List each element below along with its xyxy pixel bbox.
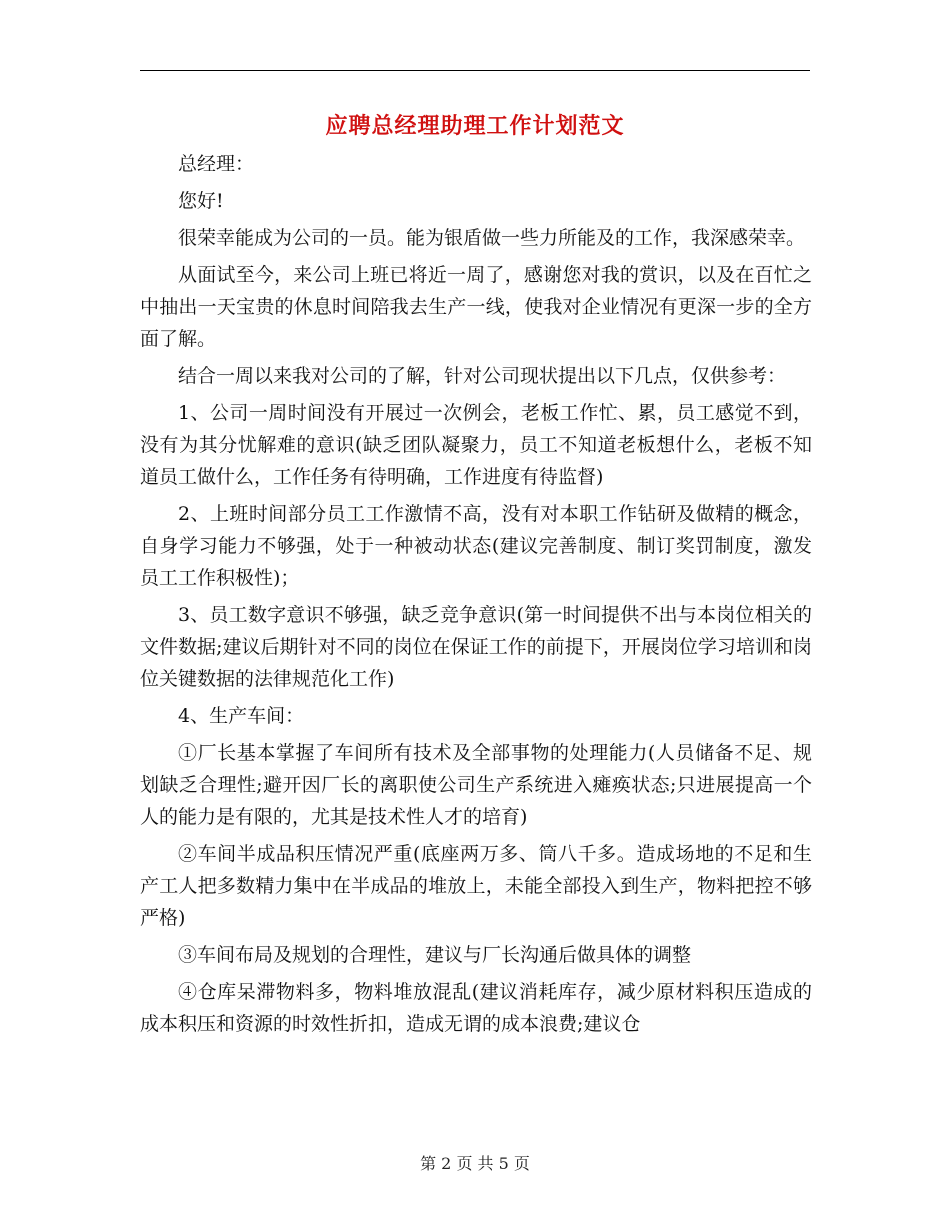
point-4-heading: 4、生产车间： xyxy=(178,705,305,727)
sub-point-1: ①厂长基本掌握了车间所有技术及全部事物的处理能力(人员储备不足、规划缺乏合理性;避开因厂长的离职使公司生产系统进入瘫痪状态;只进展提高一个人的能力是有限的，尤其是技术性人才的培育) xyxy=(140,742,812,828)
point-3: 3、员工数字意识不够强，缺乏竞争意识(第一时间提供不出与本岗位相关的文件数据;建议后期针对不同的岗位在保证工作的前提下，开展岗位学习培训和岗位关键数据的法律规范化工作) xyxy=(140,604,812,690)
point-1: 1、公司一周时间没有开展过一次例会，老板工作忙、累，员工感觉不到，没有为其分忧解难的意识(缺乏团队凝聚力，员工不知道老板想什么，老板不知道员工做什么，工作任务有待明确，工作进度有待监督) xyxy=(140,402,812,488)
sub-point-3: ③车间布局及规划的合理性，建议与厂长沟通后做具体的调整 xyxy=(178,944,692,966)
greeting: 您好! xyxy=(178,190,224,212)
salutation: 总经理： xyxy=(178,153,255,175)
sub-point-2: ②车间半成品积压情况严重(底座两万多、筒八千多。造成场地的不足和生产工人把多数精力集中在半成品的堆放上，未能全部投入到生产，物料把控不够严格) xyxy=(140,843,812,929)
paragraph-thanks: 从面试至今，来公司上班已将近一周了，感谢您对我的赏识，以及在百忙之中抽出一天宝贵的休息时间陪我去生产一线，使我对企业情况有更深一步的全方面了解。 xyxy=(140,264,812,350)
header-rule xyxy=(140,70,810,71)
page-number: 第 2 页 共 5 页 xyxy=(420,1154,530,1173)
sub-point-4: ④仓库呆滞物料多，物料堆放混乱(建议消耗库存，减少原材料积压造成的成本积压和资源的时效性折扣，造成无谓的成本浪费;建议仓 xyxy=(140,981,812,1035)
document-title: 应聘总经理助理工作计划范文 xyxy=(325,113,625,139)
point-2: 2、上班时间部分员工工作激情不高，没有对本职工作钻研及做精的概念，自身学习能力不够强，处于一种被动状态(建议完善制度、制订奖罚制度，激发员工工作积极性)； xyxy=(140,503,812,589)
document-body xyxy=(140,148,812,1045)
paragraph-intro: 很荣幸能成为公司的一员。能为银盾做一些力所能及的工作，我深感荣幸。 xyxy=(178,227,806,249)
paragraph-summary: 结合一周以来我对公司的了解，针对公司现状提出以下几点，仅供参考： xyxy=(178,365,787,387)
